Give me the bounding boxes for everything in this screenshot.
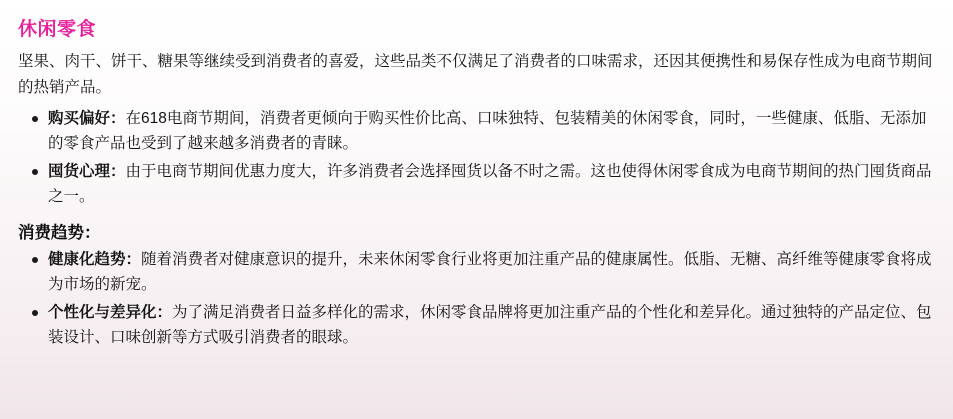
list-item-lead: 健康化趋势： — [48, 251, 142, 269]
list-item — [18, 300, 935, 351]
list-item — [18, 159, 935, 210]
list-item-text: 在618电商节期间，消费者更倾向于购买性价比高、口味独特、包装精美的休闲零食，同时，一些健康、低脂、无添加的零食产品也受到了越来越多消费者的青睐。 — [48, 110, 927, 153]
list-item-text: 为了满足消费者日益多样化的需求，休闲零食品牌将更加注重产品的个性化和差异化。通过独特的产品定位、包装设计、口味创新等方式吸引消费者的眼球。 — [48, 303, 932, 346]
trends-list — [18, 247, 935, 350]
list-item-lead: 囤货心理： — [48, 162, 126, 180]
list-item-lead: 个性化与差异化： — [48, 303, 173, 321]
consumer-points-list — [18, 106, 935, 209]
intro-paragraph: 坚果、肉干、饼干、糖果等继续受到消费者的喜爱，这些品类不仅满足了消费者的口味需求，还因其便携性和易保存性成为电商节期间的热销产品。 — [18, 53, 933, 96]
page-title: 休闲零食 — [18, 19, 97, 40]
list-item-lead: 购买偏好： — [48, 110, 126, 128]
list-item-text: 随着消费者对健康意识的提升，未来休闲零食行业将更加注重产品的健康属性。低脂、无糖、高纤维等健康零食将成为市场的新宠。 — [48, 251, 932, 294]
trends-heading: 消费趋势： — [18, 224, 101, 243]
list-item — [18, 106, 935, 157]
list-item-text: 由于电商节期间优惠力度大，许多消费者会选择囤货以备不时之需。这也使得休闲零食成为电商节期间的热门囤货商品之一。 — [48, 162, 932, 205]
list-item — [18, 247, 935, 298]
